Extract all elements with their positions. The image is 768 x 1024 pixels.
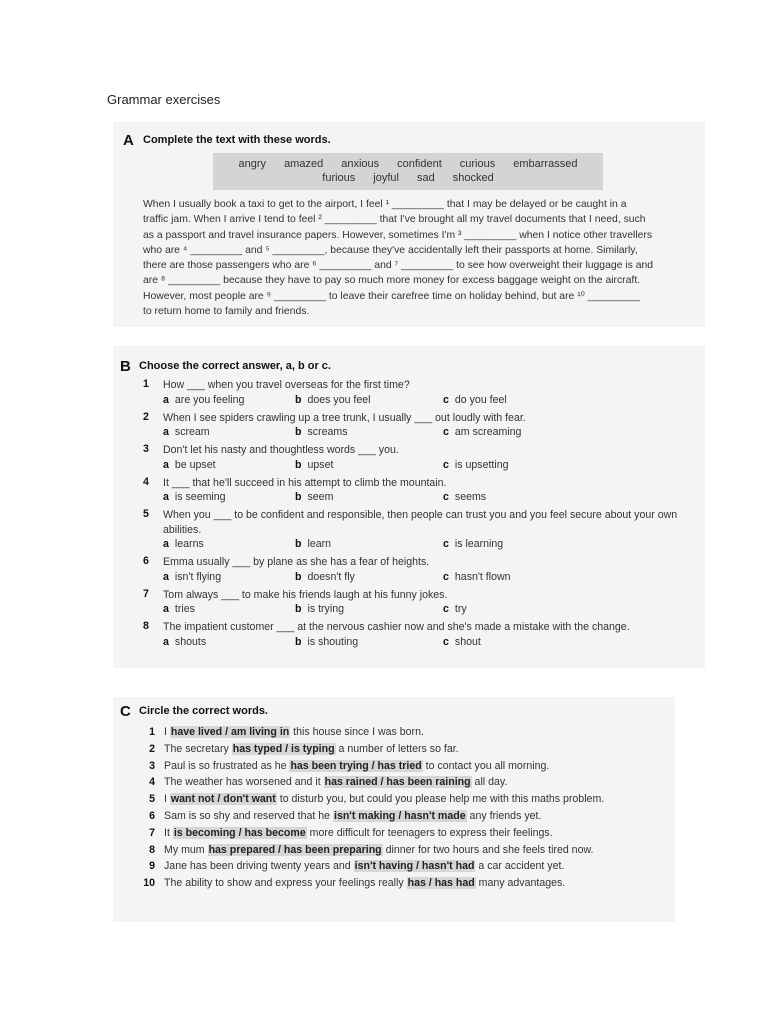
sentence-text bbox=[164, 825, 553, 842]
word-item: confident bbox=[397, 158, 442, 170]
question-text: Don't let his nasty and thoughtless words ___ you. bbox=[163, 444, 399, 456]
answer-option-b[interactable] bbox=[295, 394, 371, 406]
answer-options bbox=[163, 425, 703, 442]
option-text: does you feel bbox=[307, 393, 371, 406]
sentence-after: more difficult for teenagers to express their feelings. bbox=[306, 826, 553, 839]
question-item bbox=[143, 378, 703, 410]
page-title: Grammar exercises bbox=[107, 92, 221, 107]
option-letter: a bbox=[163, 570, 169, 583]
answer-option-a[interactable] bbox=[163, 571, 221, 583]
answer-options bbox=[163, 635, 703, 652]
word-choice[interactable]: has rained / has been raining bbox=[324, 776, 471, 789]
option-text: is shouting bbox=[307, 635, 359, 648]
paragraph-line: to return home to family and friends. bbox=[143, 306, 310, 318]
sentence-before: Jane has been driving twenty years and bbox=[164, 860, 354, 873]
option-letter: c bbox=[443, 603, 449, 615]
sentence-number: 7 bbox=[149, 826, 155, 839]
answer-option-c[interactable] bbox=[443, 394, 507, 406]
sentence-text bbox=[164, 724, 424, 741]
sentence-number: 1 bbox=[149, 726, 155, 738]
option-text: upset bbox=[307, 458, 334, 471]
option-letter: c bbox=[443, 393, 449, 406]
question-number: 8 bbox=[143, 620, 149, 632]
word-item: shocked bbox=[452, 172, 494, 184]
option-letter: c bbox=[443, 538, 449, 550]
answer-option-a[interactable] bbox=[163, 491, 226, 503]
question-text: Emma usually ___ by plane as she has a fear of heights. bbox=[163, 556, 430, 568]
option-text: learns bbox=[174, 538, 204, 550]
word-item: amazed bbox=[284, 158, 324, 170]
option-letter: a bbox=[163, 491, 169, 503]
option-letter: b bbox=[295, 570, 302, 583]
option-text: scream bbox=[174, 426, 210, 438]
sentence-item bbox=[139, 842, 669, 859]
sentence-after: to disturb you, but could you please help me with this maths problem. bbox=[276, 793, 605, 806]
sentence-before: My mum bbox=[164, 843, 208, 856]
question-number: 1 bbox=[143, 378, 149, 390]
word-choice[interactable]: want not / don't want bbox=[170, 793, 276, 806]
question-item bbox=[143, 508, 703, 554]
paragraph-line: When I usually book a taxi to get to the airport, I feel ¹ _________ that I may be delayed or be caught in a bbox=[143, 199, 627, 210]
answer-option-a[interactable] bbox=[163, 603, 195, 615]
option-letter: b bbox=[295, 426, 302, 438]
sentence-number: 8 bbox=[149, 843, 155, 856]
sentence-after: this house since I was born. bbox=[290, 726, 424, 738]
section-c-letter: C bbox=[120, 703, 131, 720]
sentence-text bbox=[164, 842, 593, 859]
option-text: tries bbox=[174, 603, 195, 615]
sentence-item bbox=[139, 875, 669, 892]
sentence-before: The weather has worsened and it bbox=[164, 776, 324, 789]
sentence-item bbox=[139, 724, 669, 741]
sentence-before: I bbox=[164, 726, 170, 738]
sentence-item bbox=[139, 758, 669, 775]
option-letter: a bbox=[163, 426, 169, 438]
question-number: 6 bbox=[143, 555, 149, 567]
answer-option-b[interactable] bbox=[295, 459, 333, 471]
question-number: 5 bbox=[143, 508, 149, 520]
option-letter: a bbox=[163, 635, 169, 648]
option-letter: b bbox=[295, 458, 302, 471]
sentence-after: a number of letters so far. bbox=[335, 742, 459, 755]
option-text: are you feeling bbox=[174, 393, 245, 406]
option-text: is trying bbox=[307, 603, 344, 615]
word-row-1 bbox=[213, 158, 603, 170]
sentence-before: The ability to show and express your feelings really bbox=[164, 877, 407, 890]
paragraph-line: as a passport and travel insurance papers. However, sometimes I'm ³ _________ when I notice other travellers bbox=[143, 229, 653, 241]
option-text: am screaming bbox=[454, 426, 522, 438]
sentence-before: It bbox=[164, 826, 173, 839]
option-letter: b bbox=[295, 538, 302, 550]
option-letter: b bbox=[295, 635, 302, 648]
section-a-letter: A bbox=[123, 132, 134, 149]
sentence-after: any friends yet. bbox=[466, 809, 542, 822]
answer-options bbox=[163, 490, 703, 507]
option-text: shouts bbox=[174, 635, 207, 648]
sentence-item bbox=[139, 858, 669, 875]
sentence-text bbox=[164, 791, 604, 808]
section-c bbox=[113, 697, 675, 922]
word-choice[interactable]: has typed / is typing bbox=[232, 742, 335, 755]
sentence-number: 2 bbox=[149, 742, 155, 755]
word-item: curious bbox=[459, 158, 496, 170]
sentence-after: a car accident yet. bbox=[475, 860, 565, 873]
answer-options bbox=[163, 458, 703, 475]
option-text: be upset bbox=[174, 458, 216, 471]
option-letter: a bbox=[163, 393, 169, 406]
word-choice[interactable]: isn't having / hasn't had bbox=[354, 860, 475, 873]
question-number: 3 bbox=[143, 443, 149, 455]
word-choice[interactable]: has / has had bbox=[407, 877, 475, 890]
answer-option-c[interactable] bbox=[443, 491, 486, 503]
option-letter: c bbox=[443, 570, 449, 583]
word-row-2 bbox=[213, 172, 603, 184]
sentence-number: 4 bbox=[149, 776, 155, 789]
option-text: isn't flying bbox=[174, 570, 222, 583]
answer-option-a[interactable] bbox=[163, 538, 204, 550]
word-item: joyful bbox=[373, 172, 399, 184]
question-item bbox=[143, 555, 703, 587]
sentence-number: 9 bbox=[149, 860, 155, 873]
gap-fill-paragraph bbox=[143, 197, 698, 319]
answer-options bbox=[163, 602, 703, 619]
answer-option-c[interactable] bbox=[443, 636, 481, 648]
paragraph-line: are ⁸ _________ because they have to pay so much more money for excess baggage weight on the aircraft. bbox=[143, 275, 641, 287]
sentence-before: The secretary bbox=[164, 742, 232, 755]
sentence-after: all day. bbox=[471, 776, 508, 789]
paragraph-line: However, most people are ⁹ _________ to leave their carefree time on holiday behind, but are ¹⁰ _________ bbox=[143, 290, 640, 302]
word-item: sad bbox=[416, 172, 435, 184]
option-text: shout bbox=[454, 635, 481, 648]
answer-option-b[interactable] bbox=[295, 491, 333, 503]
answer-option-a[interactable] bbox=[163, 426, 210, 438]
option-text: learn bbox=[307, 538, 332, 550]
question-item bbox=[143, 411, 703, 443]
option-letter: c bbox=[443, 635, 449, 648]
sentence-text bbox=[164, 858, 564, 875]
sentence-item bbox=[139, 825, 669, 842]
sentence-item bbox=[139, 774, 669, 791]
option-text: is seeming bbox=[174, 491, 226, 503]
paragraph-line: who are ⁴ _________ and ⁵ _________, because they've accidentally left their passports at home. Similarly, bbox=[143, 244, 638, 256]
section-b-letter: B bbox=[120, 358, 131, 375]
question-list bbox=[143, 378, 703, 653]
answer-options bbox=[163, 570, 703, 587]
word-item: furious bbox=[322, 172, 356, 184]
option-text: hasn't flown bbox=[454, 570, 511, 583]
section-a bbox=[113, 122, 705, 327]
circle-words-list bbox=[139, 724, 669, 892]
word-choice[interactable]: is becoming / has become bbox=[173, 826, 306, 839]
sentence-number: 5 bbox=[149, 793, 155, 806]
option-letter: c bbox=[443, 426, 449, 438]
question-text: When I see spiders crawling up a tree trunk, I usually ___ out loudly with fear. bbox=[163, 411, 526, 424]
sentence-item bbox=[139, 791, 669, 808]
option-text: seems bbox=[454, 491, 487, 503]
sentence-item bbox=[139, 741, 669, 758]
word-item: embarrassed bbox=[513, 158, 578, 170]
answer-option-c[interactable] bbox=[443, 538, 503, 550]
answer-option-a[interactable] bbox=[163, 636, 206, 648]
section-c-instruction: Circle the correct words. bbox=[139, 705, 268, 717]
answer-option-c[interactable] bbox=[443, 459, 509, 471]
paragraph-line: there are those passengers who are ⁶ _________ and ⁷ _________ to see how overweight their luggage is and bbox=[143, 260, 654, 272]
sentence-number: 6 bbox=[149, 809, 155, 822]
question-item bbox=[143, 476, 703, 508]
option-letter: b bbox=[295, 393, 302, 406]
option-letter: a bbox=[163, 458, 169, 471]
section-a-instruction: Complete the text with these words. bbox=[143, 134, 331, 146]
sentence-item bbox=[139, 808, 669, 825]
option-text: try bbox=[454, 603, 467, 615]
option-letter: a bbox=[163, 538, 169, 550]
question-number: 7 bbox=[143, 587, 149, 600]
answer-option-b[interactable] bbox=[295, 538, 331, 550]
question-text: How ___ when you travel overseas for the first time? bbox=[163, 379, 410, 391]
sentence-number: 3 bbox=[149, 759, 155, 772]
option-letter: c bbox=[443, 458, 449, 471]
answer-option-b[interactable] bbox=[295, 426, 348, 438]
answer-option-c[interactable] bbox=[443, 603, 467, 615]
word-choice[interactable]: isn't making / hasn't made bbox=[334, 809, 466, 822]
sentence-number: 10 bbox=[143, 877, 155, 890]
option-text: doesn't fly bbox=[307, 570, 355, 583]
word-choice[interactable]: has prepared / has been preparing bbox=[208, 843, 382, 856]
sentence-text bbox=[164, 774, 507, 791]
sentence-text bbox=[164, 741, 459, 758]
question-item bbox=[143, 620, 703, 652]
answer-option-c[interactable] bbox=[443, 571, 511, 583]
question-text: When you ___ to be confident and responsible, then people can trust you and you feel secure about your own abilities. bbox=[163, 509, 678, 536]
option-text: is upsetting bbox=[454, 458, 509, 471]
answer-option-a[interactable] bbox=[163, 459, 216, 471]
word-item: anxious bbox=[341, 158, 380, 170]
sentence-before: Paul is so frustrated as he bbox=[164, 759, 290, 772]
answer-options bbox=[163, 537, 703, 554]
option-letter: a bbox=[163, 603, 169, 615]
option-text: screams bbox=[307, 426, 348, 438]
option-text: is learning bbox=[454, 538, 504, 550]
option-letter: c bbox=[443, 491, 449, 503]
question-number: 2 bbox=[143, 410, 149, 423]
word-item: angry bbox=[238, 158, 267, 170]
question-text: The impatient customer ___ at the nervous cashier now and she's made a mistake with the change. bbox=[163, 621, 630, 633]
sentence-before: Sam is so shy and reserved that he bbox=[164, 809, 333, 822]
answer-option-b[interactable] bbox=[295, 603, 344, 615]
sentence-before: I bbox=[164, 793, 170, 806]
sentence-after: dinner for two hours and she feels tired now. bbox=[382, 843, 594, 856]
paragraph-line: traffic jam. When I arrive I tend to feel ² _________ that I've brought all my travel documents that I need, such bbox=[143, 214, 646, 226]
word-box bbox=[213, 153, 603, 190]
question-item bbox=[143, 588, 703, 620]
sentence-text bbox=[164, 758, 549, 775]
question-number: 4 bbox=[143, 475, 149, 488]
sentence-after: many advantages. bbox=[475, 877, 566, 890]
answer-options bbox=[163, 393, 703, 410]
option-letter: b bbox=[295, 491, 302, 503]
sentence-text bbox=[164, 875, 565, 892]
question-text: Tom always ___ to make his friends laugh at his funny jokes. bbox=[163, 588, 448, 601]
word-choice[interactable]: have lived / am living in bbox=[170, 726, 290, 738]
answer-option-b[interactable] bbox=[295, 571, 355, 583]
answer-option-a[interactable] bbox=[163, 394, 244, 406]
answer-option-c[interactable] bbox=[443, 426, 521, 438]
question-text: It ___ that he'll succeed in his attempt to climb the mountain. bbox=[163, 476, 447, 489]
word-choice[interactable]: has been trying / has tried bbox=[290, 759, 422, 772]
question-item bbox=[143, 443, 703, 475]
answer-option-b[interactable] bbox=[295, 636, 358, 648]
section-b bbox=[113, 346, 705, 668]
option-text: do you feel bbox=[454, 393, 507, 406]
option-text: seem bbox=[307, 491, 334, 503]
option-letter: b bbox=[295, 603, 302, 615]
sentence-after: to contact you all morning. bbox=[422, 759, 550, 772]
sentence-text bbox=[164, 808, 541, 825]
section-b-instruction: Choose the correct answer, a, b or c. bbox=[139, 360, 331, 372]
